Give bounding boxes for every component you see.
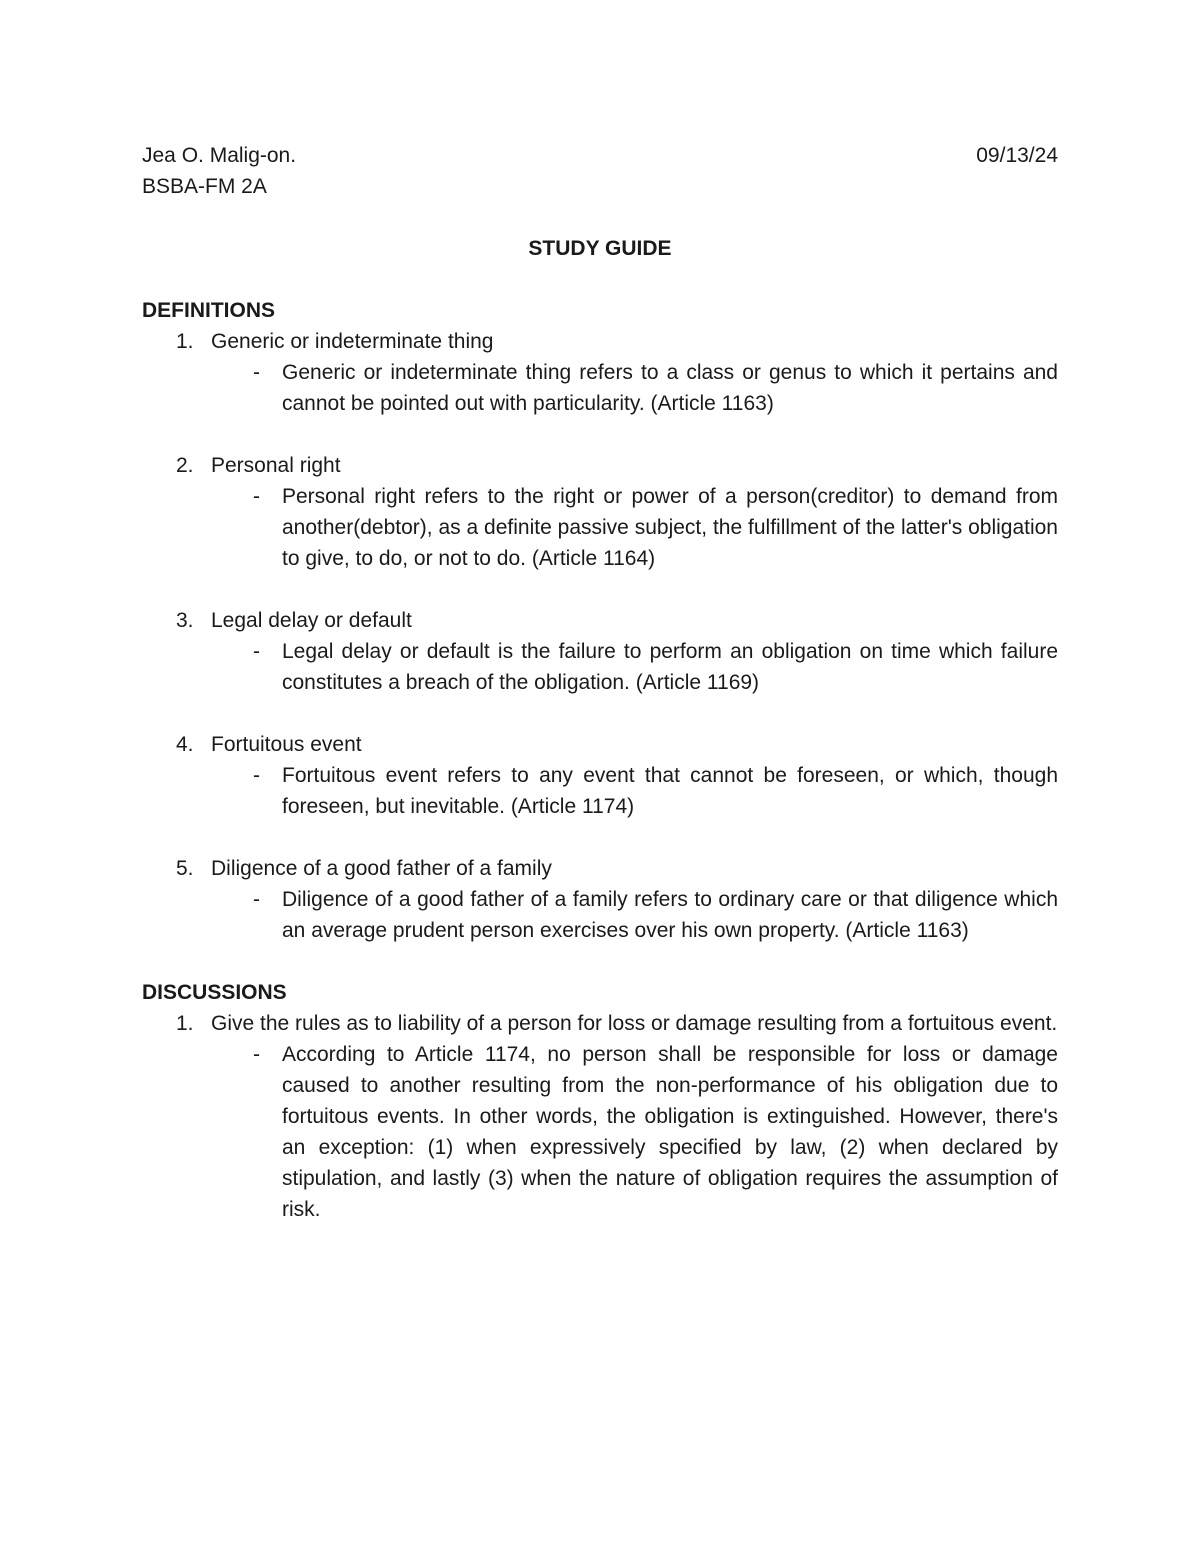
document-body bbox=[142, 140, 1058, 1225]
discussion-bullet bbox=[213, 1039, 1058, 1225]
header-row bbox=[142, 140, 1058, 171]
dash-bullet: - bbox=[253, 640, 260, 663]
dash-bullet: - bbox=[253, 764, 260, 787]
blank-line bbox=[142, 574, 1058, 605]
discussion-question: Give the rules as to liability of a person for loss or damage resulting from a fortuitous event. bbox=[211, 1012, 1058, 1035]
blank-line bbox=[142, 822, 1058, 853]
discussions-list bbox=[142, 1008, 1058, 1225]
definition-text: Legal delay or default is the failure to perform an obligation on time which failure constitutes a breach of the obligation. (Article 1169) bbox=[282, 640, 1058, 694]
definition-item-2 bbox=[142, 450, 1058, 574]
discussion-number: 1. bbox=[176, 1012, 194, 1035]
definition-text: Fortuitous event refers to any event that cannot be foreseen, or which, though foreseen, but inevitable. (Article 1174) bbox=[282, 764, 1058, 818]
definition-item-3 bbox=[142, 605, 1058, 698]
definition-bullet bbox=[213, 636, 1058, 698]
definition-item-1 bbox=[142, 326, 1058, 419]
definition-number: 1. bbox=[176, 330, 194, 353]
definitions-heading: DEFINITIONS bbox=[142, 299, 276, 322]
dash-bullet: - bbox=[253, 485, 260, 508]
dash-bullet: - bbox=[253, 1043, 260, 1066]
definition-term: Generic or indeterminate thing bbox=[211, 330, 494, 353]
definition-text: Personal right refers to the right or power of a person(creditor) to demand from another(debtor), as a definite passive subject, the fulfillment of the latter's obligation to give, to do, or not to do. (Article 1164) bbox=[282, 485, 1058, 570]
definition-term: Fortuitous event bbox=[211, 733, 362, 756]
definition-term: Legal delay or default bbox=[211, 609, 412, 632]
dash-bullet: - bbox=[253, 361, 260, 384]
definition-bullet bbox=[213, 357, 1058, 419]
discussion-answer: According to Article 1174, no person shall be responsible for loss or damage caused to another resulting from the non-performance of his obligation due to fortuitous events. In other words, the obligation is extinguished. However, there's an exception: (1) when expressively specified by law, (2) when declared by stipulation, and lastly (3) when the nature of obligation requires the assumption of risk. bbox=[282, 1043, 1058, 1221]
discussions-heading: DISCUSSIONS bbox=[142, 981, 287, 1004]
definition-number: 2. bbox=[176, 454, 194, 477]
definition-term: Personal right bbox=[211, 454, 341, 477]
definition-text: Diligence of a good father of a family refers to ordinary care or that diligence which an average prudent person exercises over his own property. (Article 1163) bbox=[282, 888, 1058, 942]
definition-item-4 bbox=[142, 729, 1058, 822]
blank-line bbox=[142, 698, 1058, 729]
discussion-item-1 bbox=[142, 1008, 1058, 1225]
dash-bullet: - bbox=[253, 888, 260, 911]
definition-number: 4. bbox=[176, 733, 194, 756]
student-section: BSBA-FM 2A bbox=[142, 175, 267, 198]
definition-item-5 bbox=[142, 853, 1058, 946]
student-name: Jea O. Malig-on. bbox=[142, 144, 297, 167]
definition-bullet bbox=[213, 760, 1058, 822]
definition-bullet bbox=[213, 884, 1058, 946]
definition-number: 5. bbox=[176, 857, 194, 880]
definition-number: 3. bbox=[176, 609, 194, 632]
definition-term: Diligence of a good father of a family bbox=[211, 857, 552, 880]
document-title: STUDY GUIDE bbox=[528, 237, 672, 260]
definition-text: Generic or indeterminate thing refers to a class or genus to which it pertains and cannot be pointed out with particularity. (Article 1163) bbox=[282, 361, 1058, 415]
definition-bullet bbox=[213, 481, 1058, 574]
definitions-list bbox=[142, 326, 1058, 946]
blank-line bbox=[142, 419, 1058, 450]
document-date: 09/13/24 bbox=[976, 144, 1058, 167]
